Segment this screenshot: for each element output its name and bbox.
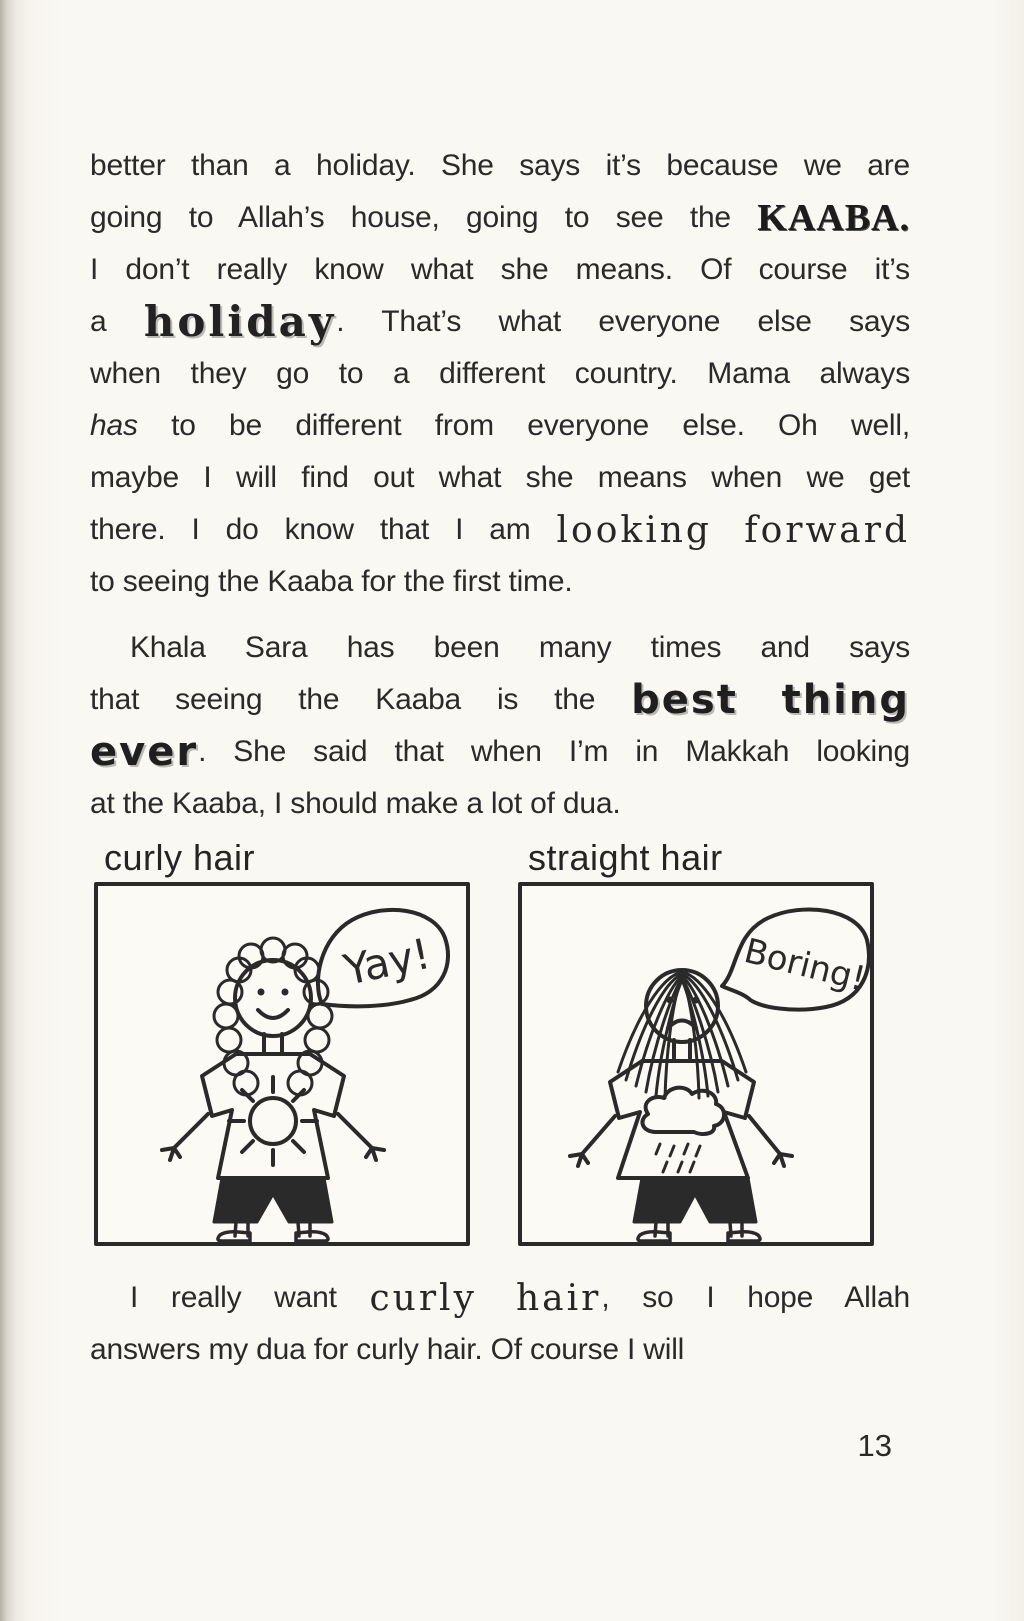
text-line — [90, 244, 910, 296]
page-content — [90, 140, 910, 1376]
panel-frame — [94, 882, 470, 1246]
body-text: to seeing the Kaaba for the first time. — [90, 565, 573, 598]
straight-hair — [618, 972, 746, 1098]
text-line — [90, 778, 910, 830]
pants — [214, 1178, 332, 1222]
speech-bubble-text: Yay! — [339, 928, 435, 995]
paragraph — [90, 140, 910, 608]
stylized-word: curly hair — [369, 1278, 602, 1319]
body-text: a — [90, 305, 144, 338]
body-text: I really want — [130, 1281, 370, 1314]
body-text: better than a holiday. She says it’s because we are — [90, 149, 910, 182]
text-line — [90, 1324, 910, 1376]
head — [235, 960, 311, 1036]
speech-bubble — [722, 909, 869, 1009]
pants — [634, 1178, 756, 1222]
arms — [570, 1116, 792, 1166]
stylized-word: looking forward — [556, 510, 910, 551]
body-text: when they go to a different country. Mama always — [90, 357, 910, 390]
body-text: to be different from everyone else. Oh well, — [137, 409, 910, 442]
text-line — [90, 192, 910, 244]
body-text: there. I do know that I am — [90, 513, 557, 546]
rain-cloud-design — [642, 1088, 724, 1172]
text-line — [90, 674, 910, 726]
illustrations-row — [94, 836, 910, 1246]
body-text: I don’t really know what she means. Of course it’s — [90, 253, 910, 286]
straight-hair-girl — [570, 970, 792, 1241]
stylized-word: holiday — [143, 297, 337, 346]
speech-bubble-text: Boring! — [740, 931, 870, 1000]
text-line — [90, 452, 910, 504]
stylized-word: best thing — [631, 677, 910, 723]
speech-bubble — [318, 910, 448, 1006]
body-text: at the Kaaba, I should make a lot of dua. — [90, 787, 621, 820]
text-line — [90, 556, 910, 608]
body-text: answers my dua for curly hair. Of course I will — [90, 1333, 685, 1366]
body-text: . She said that when I’m in Makkah looking — [198, 735, 910, 768]
panel-frame — [518, 882, 874, 1246]
curly-hair-panel — [94, 836, 470, 1246]
paragraph — [90, 1272, 910, 1376]
body-text: that seeing the Kaaba is the — [90, 683, 632, 716]
text-line — [90, 348, 910, 400]
stylized-word: has — [90, 409, 138, 442]
text-block-top — [90, 140, 910, 830]
body-text: going to Allah’s house, going to see the — [90, 201, 758, 234]
text-line — [90, 140, 910, 192]
stylized-word: ever — [90, 729, 199, 775]
page-number: 13 — [857, 1428, 892, 1463]
paragraph — [90, 622, 910, 830]
text-block-bottom — [90, 1272, 910, 1376]
stylized-word: KAABA. — [757, 197, 910, 239]
sun-design — [229, 1077, 317, 1165]
text-line — [90, 1272, 910, 1324]
body-text: . That’s what everyone else says — [336, 305, 910, 338]
text-line — [90, 296, 910, 348]
body-text: Khala Sara has been many times and says — [130, 631, 910, 664]
straight-hair-girl-drawing — [522, 886, 870, 1242]
body-text: , so I hope Allah — [601, 1281, 910, 1314]
body-text: maybe I will find out what she means when we get — [90, 461, 910, 494]
smiling-face — [258, 989, 289, 1019]
straight-hair-panel — [518, 836, 874, 1246]
text-line — [90, 400, 910, 452]
text-line — [90, 622, 910, 674]
panel-label-straight: straight hair — [528, 837, 723, 878]
t-shirt — [610, 1061, 754, 1178]
text-line — [90, 504, 910, 556]
panel-label-curly: curly hair — [104, 837, 256, 878]
curly-hair-girl-drawing — [98, 886, 466, 1242]
text-line — [90, 726, 910, 778]
